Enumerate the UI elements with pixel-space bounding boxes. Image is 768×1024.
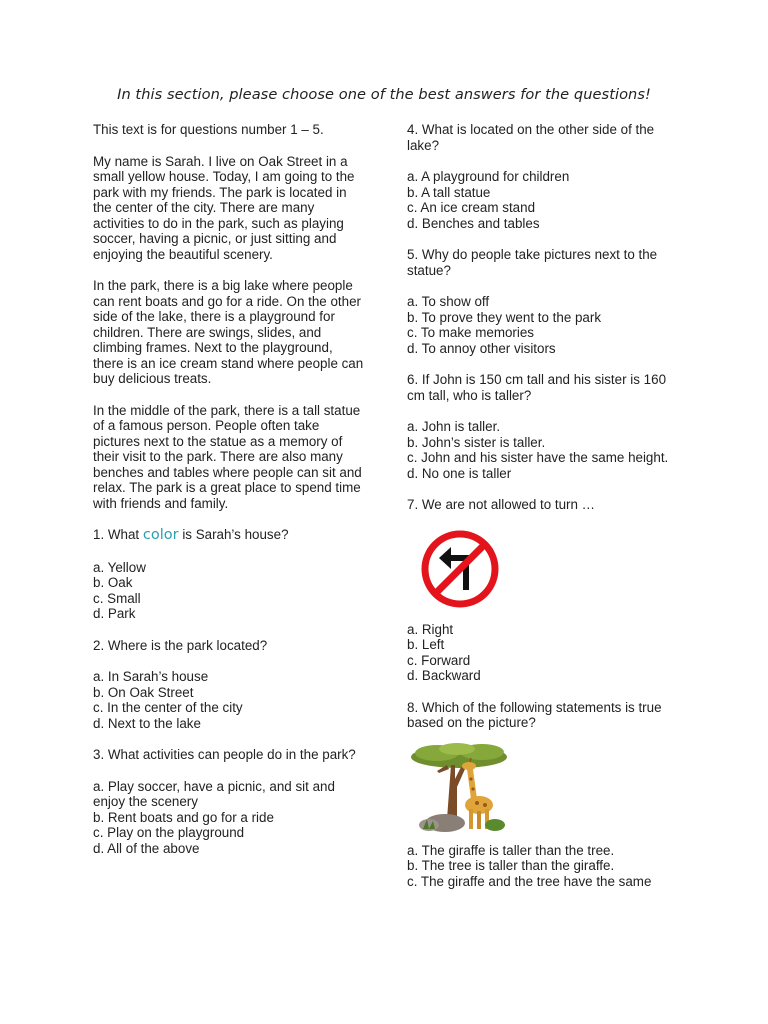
question-6-options bbox=[407, 419, 682, 481]
question-2: 2. Where is the park located? bbox=[93, 637, 268, 653]
option: a. Yellow bbox=[93, 559, 146, 575]
option: c. Small bbox=[93, 590, 141, 606]
option: d. All of the above bbox=[93, 840, 200, 856]
option: a. In Sarah’s house bbox=[93, 669, 209, 684]
option: d. Backward bbox=[407, 668, 481, 683]
option: d. No one is taller bbox=[407, 465, 512, 481]
option: c. An ice cream stand bbox=[407, 200, 536, 215]
left-column bbox=[93, 122, 365, 856]
option: c. Play on the playground bbox=[93, 825, 245, 840]
option: a. The giraffe is taller than the tree. bbox=[407, 842, 615, 858]
question-1-prefix: 1. What bbox=[93, 527, 143, 542]
question-3: 3. What activities can people do in the park? bbox=[93, 747, 356, 762]
option: d. Benches and tables bbox=[407, 215, 540, 231]
option: b. The tree is taller than the giraffe. bbox=[407, 858, 615, 873]
question-1-highlight: color bbox=[142, 527, 179, 543]
option: c. The giraffe and the tree have the same bbox=[407, 873, 652, 889]
option: d. Park bbox=[93, 606, 136, 621]
question-5-options bbox=[407, 294, 682, 356]
question-7: 7. We are not allowed to turn … bbox=[407, 497, 596, 512]
passage-intro: This text is for questions number 1 – 5. bbox=[93, 122, 324, 137]
passage-paragraph-3: In the middle of the park, there is a tall statue of a famous person. People often take pictures next to the statue as a memory of their visit to the park. There are also many benches and tables where people can sit and relax. The park is a great place to spend time with friends and family. bbox=[93, 402, 362, 511]
option: b. Oak bbox=[93, 575, 133, 590]
option: a. Play soccer, have a picnic, and sit and enjoy the scenery bbox=[93, 778, 335, 809]
option: a. Right bbox=[407, 621, 454, 637]
option: b. Rent boats and go for a ride bbox=[93, 809, 274, 825]
question-3-options bbox=[93, 779, 365, 857]
question-2-options bbox=[93, 669, 365, 731]
option: a. John is taller. bbox=[407, 419, 501, 434]
question-6: 6. If John is 150 cm tall and his sister is 160 cm tall, who is taller? bbox=[407, 372, 667, 403]
section-instruction: In this section, please choose one of the best answers for the questions! bbox=[117, 86, 651, 103]
question-4: 4. What is located on the other side of the lake? bbox=[407, 122, 655, 153]
option: b. To prove they went to the park bbox=[407, 309, 602, 325]
passage-paragraph-2: In the park, there is a big lake where people can rent boats and go for a ride. On the other side of the lake, there is a playground for children. There are swings, slides, and climbing frames. Next to the playground, there is an ice cream stand where people can buy delicious treats. bbox=[93, 278, 364, 386]
option: b. On Oak Street bbox=[93, 684, 194, 700]
option: a. A playground for children bbox=[407, 169, 570, 184]
option: d. To annoy other visitors bbox=[407, 340, 556, 356]
option: c. Forward bbox=[407, 652, 471, 668]
option: a. To show off bbox=[407, 294, 490, 309]
right-column bbox=[407, 122, 682, 889]
question-4-options bbox=[407, 169, 682, 231]
question-8: 8. Which of the following statements is true based on the picture? bbox=[407, 699, 662, 730]
option: b. John’s sister is taller. bbox=[407, 434, 546, 450]
question-5: 5. Why do people take pictures next to the statue? bbox=[407, 247, 658, 278]
giraffe-and-tree-illustration bbox=[407, 739, 517, 835]
option: d. Next to the lake bbox=[93, 715, 201, 731]
question-8-options bbox=[407, 843, 682, 890]
question-1-suffix: is Sarah’s house? bbox=[178, 527, 289, 542]
option: c. To make memories bbox=[407, 325, 535, 340]
option: c. In the center of the city bbox=[93, 700, 243, 715]
no-left-turn-sign-icon bbox=[419, 530, 501, 608]
question-1 bbox=[93, 527, 365, 544]
option: c. John and his sister have the same height. bbox=[407, 450, 669, 465]
passage-paragraph-1: My name is Sarah. I live on Oak Street in a small yellow house. Today, I am going to the park with my friends. The park is located in the center of the city. There are many activities to do in the park, such as playing soccer, having a picnic, or just sitting and enjoying the beautiful scenery. bbox=[93, 153, 355, 262]
question-1-options bbox=[93, 560, 365, 622]
option: b. Left bbox=[407, 637, 445, 652]
question-7-options bbox=[407, 622, 682, 684]
option: b. A tall statue bbox=[407, 184, 491, 200]
